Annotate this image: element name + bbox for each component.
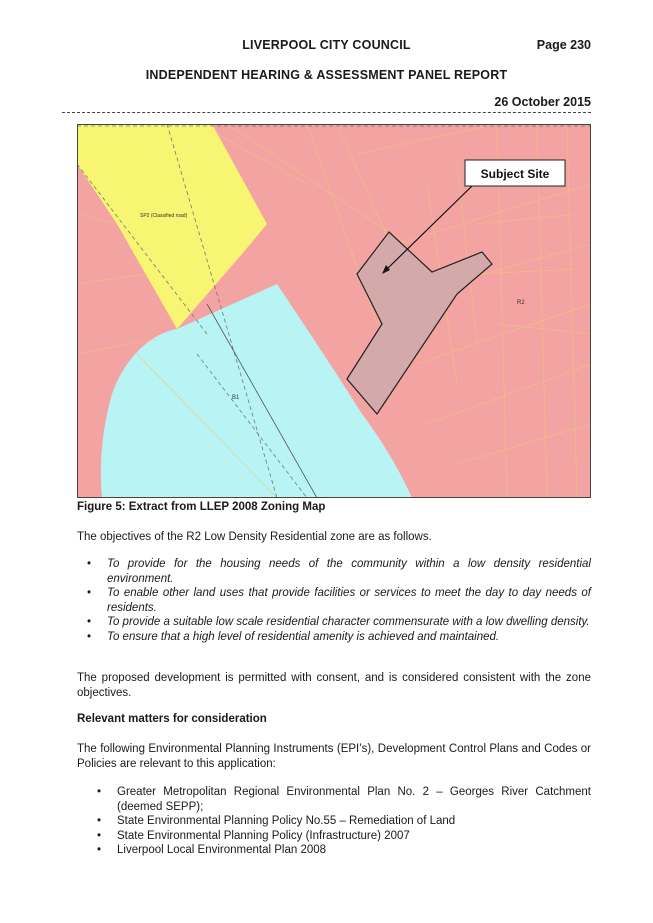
section-heading: Relevant matters for consideration (77, 713, 267, 725)
header-council: LIVERPOOL CITY COUNCIL (242, 38, 411, 52)
intro-paragraph: The objectives of the R2 Low Density Residential zone are as follows. (77, 531, 432, 543)
sp2-label: SP2 (Classified road) (140, 213, 188, 219)
list-item: • To provide a suitable low scale residential character commensurate with a low dwelling density. (77, 615, 591, 630)
list-item: • To provide for the housing needs of the community within a low density residential environment. (77, 557, 591, 586)
header-rule (62, 112, 591, 113)
zoning-map (77, 124, 591, 498)
header-page-number: Page 230 (536, 38, 591, 52)
instruments-list (77, 785, 591, 858)
conclusion-paragraph: The proposed development is permitted with consent, and is considered consistent with the zone objectives. (77, 672, 591, 699)
header-date: 26 October 2015 (494, 95, 591, 109)
list-item: • To ensure that a high level of residential amenity is achieved and maintained. (77, 630, 591, 645)
section-intro-paragraph: The following Environmental Planning Instruments (EPI’s), Development Control Plans and Codes or Policies are relevant to this application: (77, 743, 591, 770)
list-item: • State Environmental Planning Policy (Infrastructure) 2007 (77, 829, 591, 844)
list-item: • Liverpool Local Environmental Plan 2008 (77, 843, 591, 858)
list-item: • State Environmental Planning Policy No.55 – Remediation of Land (77, 814, 591, 829)
header-report-title: INDEPENDENT HEARING & ASSESSMENT PANEL REPORT (145, 68, 508, 82)
figure-caption: Figure 5: Extract from LLEP 2008 Zoning Map (77, 501, 326, 513)
callout-label: Subject Site (480, 167, 550, 181)
objectives-list (77, 557, 591, 644)
list-item: • Greater Metropolitan Regional Environmental Plan No. 2 – Georges River Catchment (deemed SEPP); (77, 785, 591, 814)
list-item: • To enable other land uses that provide facilities or services to meet the day to day needs of residents. (77, 586, 591, 615)
b1-label: B1 (232, 395, 240, 401)
r2-label: R2 (517, 300, 525, 306)
